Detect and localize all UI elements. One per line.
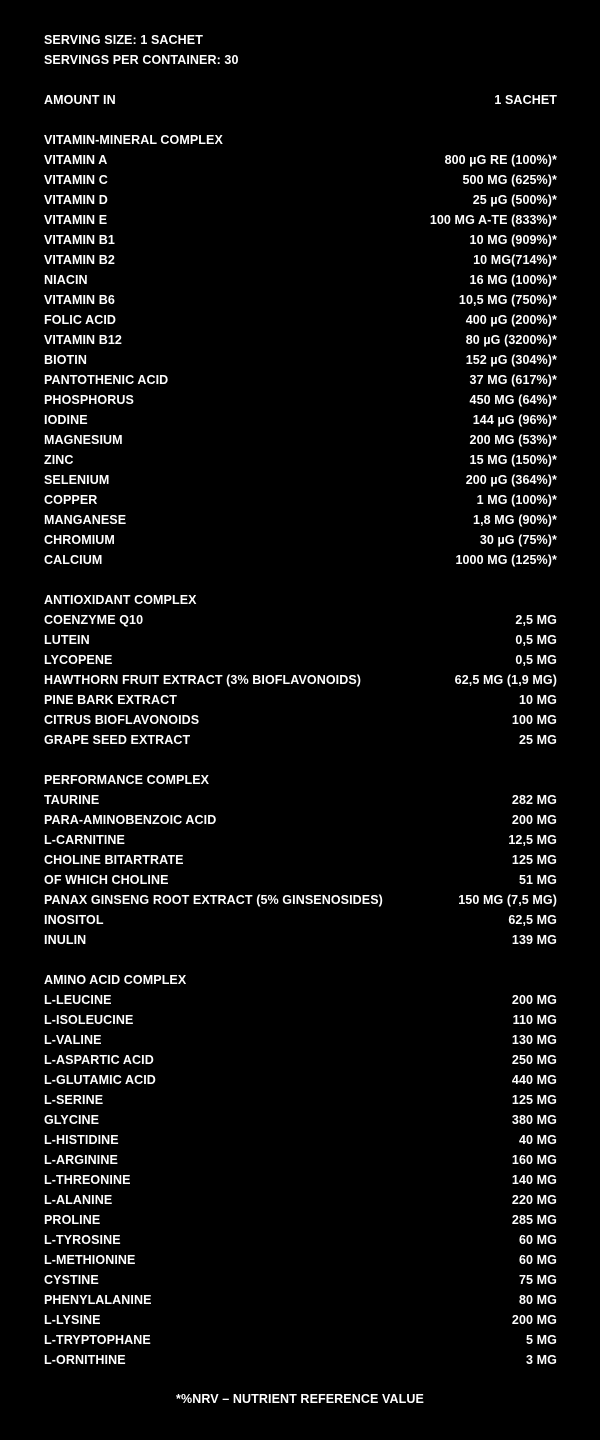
nutrient-amount: 1 MG (100%)* [476, 493, 557, 507]
spacer [44, 70, 557, 90]
nutrient-name: L-GLUTAMIC ACID [44, 1073, 156, 1087]
nrv-footnote: *%NRV – NUTRIENT REFERENCE VALUE [176, 1392, 424, 1406]
nutrient-row [44, 1210, 557, 1230]
nutrient-amount: 144 µG (96%)* [472, 413, 557, 427]
nutrient-amount: 10,5 MG (750%)* [458, 293, 557, 307]
nutrient-row [44, 390, 557, 410]
nutrient-row [44, 1070, 557, 1090]
nutrient-name: INOSITOL [44, 913, 104, 927]
nutrient-row [44, 490, 557, 510]
nutrient-amount: 62,5 MG [508, 913, 557, 927]
nutrient-amount: 100 MG A-TE (833%)* [429, 213, 557, 227]
nutrient-row [44, 1030, 557, 1050]
nutrient-name: GLYCINE [44, 1113, 100, 1127]
nutrient-row [44, 1290, 557, 1310]
nutrient-name: L-SERINE [44, 1093, 104, 1107]
nutrient-amount: 10 MG [518, 693, 557, 707]
nutrient-row [44, 530, 557, 550]
nutrient-row [44, 1110, 557, 1130]
nutrient-amount: 75 MG [518, 1273, 557, 1287]
nutrient-name: L-LEUCINE [44, 993, 112, 1007]
nutrient-row [44, 210, 557, 230]
nutrient-row [44, 250, 557, 270]
nutrient-row [44, 270, 557, 290]
nutrient-amount: 80 MG [518, 1293, 557, 1307]
nutrient-name: PANAX GINSENG ROOT EXTRACT (5% GINSENOSIDES) [44, 893, 383, 907]
nutrient-name: PROLINE [44, 1213, 101, 1227]
serving-size: SERVING SIZE: 1 SACHET [44, 33, 203, 47]
nutrient-name: L-TYROSINE [44, 1233, 121, 1247]
nutrient-row [44, 1350, 557, 1370]
nutrient-name: OF WHICH CHOLINE [44, 873, 169, 887]
nutrient-row [44, 1090, 557, 1110]
nutrient-amount: 0,5 MG [515, 653, 557, 667]
nutrient-row [44, 170, 557, 190]
section-spacer [44, 950, 557, 970]
nutrient-row [44, 1010, 557, 1030]
nutrient-name: VITAMIN B12 [44, 333, 122, 347]
nutrient-name: VITAMIN B6 [44, 293, 115, 307]
nutrient-name: L-HISTIDINE [44, 1133, 119, 1147]
nutrient-name: L-ARGININE [44, 1153, 118, 1167]
nutrient-row [44, 790, 557, 810]
nutrient-name: PHENYLALANINE [44, 1293, 152, 1307]
nutrient-amount: 1000 MG (125%)* [455, 553, 557, 567]
nutrient-name: CALCIUM [44, 553, 103, 567]
nutrient-amount: 500 MG (625%)* [462, 173, 557, 187]
nutrient-row [44, 930, 557, 950]
nutrient-name: PINE BARK EXTRACT [44, 693, 177, 707]
nutrient-row [44, 1230, 557, 1250]
nutrient-name: LYCOPENE [44, 653, 113, 667]
nutrient-name: L-CARNITINE [44, 833, 125, 847]
nutrient-amount: 37 MG (617%)* [469, 373, 557, 387]
nutrient-amount: 80 µG (3200%)* [465, 333, 557, 347]
nutrient-amount: 400 µG (200%)* [465, 313, 557, 327]
nutrient-amount: 1,8 MG (90%)* [473, 513, 557, 527]
nutrient-amount: 440 MG [511, 1073, 557, 1087]
nutrient-amount: 25 MG [518, 733, 557, 747]
nutrient-name: L-ORNITHINE [44, 1353, 126, 1367]
nutrient-name: L-TRYPTOPHANE [44, 1333, 151, 1347]
nutrient-row [44, 330, 557, 350]
nutrient-amount: 100 MG [511, 713, 557, 727]
sections-container [44, 110, 557, 1370]
nutrient-name: GRAPE SEED EXTRACT [44, 733, 191, 747]
amount-unit: 1 SACHET [494, 93, 557, 107]
nutrient-row [44, 710, 557, 730]
nutrient-amount: 15 MG (150%)* [469, 453, 557, 467]
nutrient-amount: 10 MG(714%)* [473, 253, 557, 267]
nutrient-name: CHOLINE BITARTRATE [44, 853, 184, 867]
nutrient-name: VITAMIN D [44, 193, 108, 207]
nutrient-name: NIACIN [44, 273, 88, 287]
nutrient-row [44, 690, 557, 710]
nutrient-row [44, 910, 557, 930]
amount-label: AMOUNT IN [44, 93, 116, 107]
nutrient-row [44, 670, 557, 690]
section-title: PERFORMANCE COMPLEX [44, 773, 210, 787]
nutrient-name: CYSTINE [44, 1273, 99, 1287]
nutrient-name: L-ISOLEUCINE [44, 1013, 134, 1027]
nutrient-name: L-ALANINE [44, 1193, 113, 1207]
section-spacer [44, 570, 557, 590]
nutrient-row [44, 430, 557, 450]
nutrient-name: HAWTHORN FRUIT EXTRACT (3% BIOFLAVONOIDS) [44, 673, 362, 687]
nutrient-amount: 10 MG (909%)* [469, 233, 557, 247]
nutrient-amount: 200 µG (364%)* [465, 473, 557, 487]
section-title: ANTIOXIDANT COMPLEX [44, 593, 197, 607]
nutrient-row [44, 1330, 557, 1350]
nutrient-amount: 152 µG (304%)* [465, 353, 557, 367]
nutrient-row [44, 230, 557, 250]
nutrient-name: MANGANESE [44, 513, 127, 527]
nutrient-row [44, 310, 557, 330]
nutrient-row [44, 510, 557, 530]
supplement-facts-panel [44, 30, 557, 1370]
nutrient-name: INULIN [44, 933, 87, 947]
nutrient-amount: 200 MG [511, 993, 557, 1007]
nutrient-amount: 3 MG [526, 1353, 557, 1367]
nutrient-name: COENZYME Q10 [44, 613, 144, 627]
section-spacer [44, 750, 557, 770]
nutrient-amount: 60 MG [518, 1253, 557, 1267]
nutrient-name: BIOTIN [44, 353, 87, 367]
nutrient-name: ZINC [44, 453, 74, 467]
nutrient-amount: 200 MG [511, 813, 557, 827]
nutrient-amount: 150 MG (7,5 MG) [458, 893, 557, 907]
nutrient-name: FOLIC ACID [44, 313, 117, 327]
nutrient-amount: 25 µG (500%)* [472, 193, 557, 207]
nutrient-name: PANTOTHENIC ACID [44, 373, 169, 387]
nutrient-amount: 380 MG [511, 1113, 557, 1127]
nutrient-row [44, 1050, 557, 1070]
nutrient-name: VITAMIN E [44, 213, 108, 227]
nutrient-name: PHOSPHORUS [44, 393, 134, 407]
nutrient-name: TAURINE [44, 793, 100, 807]
nutrient-amount: 140 MG [511, 1173, 557, 1187]
nutrient-row [44, 450, 557, 470]
nutrient-amount: 125 MG [511, 853, 557, 867]
nutrient-name: VITAMIN C [44, 173, 108, 187]
nutrient-row [44, 1310, 557, 1330]
section-title: VITAMIN-MINERAL COMPLEX [44, 133, 223, 147]
nutrient-amount: 2,5 MG [515, 613, 557, 627]
nutrient-amount: 160 MG [511, 1153, 557, 1167]
nutrient-name: COPPER [44, 493, 98, 507]
nutrient-amount: 110 MG [512, 1013, 557, 1027]
nutrient-amount: 200 MG (53%)* [469, 433, 557, 447]
nutrient-amount: 200 MG [511, 1313, 557, 1327]
nutrient-name: L-ASPARTIC ACID [44, 1053, 154, 1067]
nutrient-row [44, 1170, 557, 1190]
nutrient-amount: 125 MG [511, 1093, 557, 1107]
nutrient-row [44, 830, 557, 850]
nutrient-name: MAGNESIUM [44, 433, 123, 447]
nutrient-row [44, 990, 557, 1010]
nutrient-row [44, 1190, 557, 1210]
nutrient-name: SELENIUM [44, 473, 110, 487]
amount-header-row [44, 90, 557, 110]
nutrient-amount: 51 MG [518, 873, 557, 887]
nutrient-amount: 282 MG [511, 793, 557, 807]
nutrient-row [44, 730, 557, 750]
nutrient-row [44, 1130, 557, 1150]
nutrient-row [44, 350, 557, 370]
nutrient-name: LUTEIN [44, 633, 90, 647]
nutrient-amount: 285 MG [511, 1213, 557, 1227]
nutrient-row [44, 810, 557, 830]
nutrient-amount: 800 µG RE (100%)* [444, 153, 557, 167]
nutrient-row [44, 550, 557, 570]
nutrient-row [44, 1150, 557, 1170]
nutrient-amount: 139 MG [511, 933, 557, 947]
nutrient-row [44, 1270, 557, 1290]
nutrient-row [44, 370, 557, 390]
nutrient-amount: 220 MG [511, 1193, 557, 1207]
nutrient-amount: 16 MG (100%)* [469, 273, 557, 287]
nutrient-amount: 60 MG [518, 1233, 557, 1247]
nutrient-name: PARA-AMINOBENZOIC ACID [44, 813, 217, 827]
nutrient-row [44, 190, 557, 210]
nutrient-amount: 5 MG [526, 1333, 557, 1347]
nutrient-amount: 0,5 MG [515, 633, 557, 647]
nutrient-name: IODINE [44, 413, 88, 427]
nutrient-name: L-VALINE [44, 1033, 102, 1047]
nutrient-name: L-METHIONINE [44, 1253, 136, 1267]
nutrient-row [44, 870, 557, 890]
servings-per-container: SERVINGS PER CONTAINER: 30 [44, 53, 239, 67]
nutrient-row [44, 410, 557, 430]
nutrient-amount: 250 MG [511, 1053, 557, 1067]
nutrient-row [44, 610, 557, 630]
nutrient-row [44, 150, 557, 170]
nutrient-row [44, 850, 557, 870]
section-spacer [44, 110, 557, 130]
nutrient-amount: 62,5 MG (1,9 MG) [454, 673, 557, 687]
nutrient-row [44, 470, 557, 490]
section-title: AMINO ACID COMPLEX [44, 973, 187, 987]
nutrient-name: CHROMIUM [44, 533, 115, 547]
nutrient-amount: 40 MG [518, 1133, 557, 1147]
nutrient-amount: 450 MG (64%)* [469, 393, 557, 407]
nutrient-row [44, 890, 557, 910]
nutrient-row [44, 630, 557, 650]
nutrient-amount: 130 MG [511, 1033, 557, 1047]
nutrient-row [44, 1250, 557, 1270]
nutrient-name: VITAMIN A [44, 153, 108, 167]
nutrient-name: L-LYSINE [44, 1313, 101, 1327]
nutrient-row [44, 290, 557, 310]
nutrient-name: VITAMIN B1 [44, 233, 115, 247]
nutrient-name: VITAMIN B2 [44, 253, 115, 267]
nutrient-amount: 30 µG (75%)* [479, 533, 557, 547]
nutrient-name: L-THREONINE [44, 1173, 131, 1187]
nutrient-name: CITRUS BIOFLAVONOIDS [44, 713, 200, 727]
nutrient-amount: 12,5 MG [508, 833, 557, 847]
nutrient-row [44, 650, 557, 670]
